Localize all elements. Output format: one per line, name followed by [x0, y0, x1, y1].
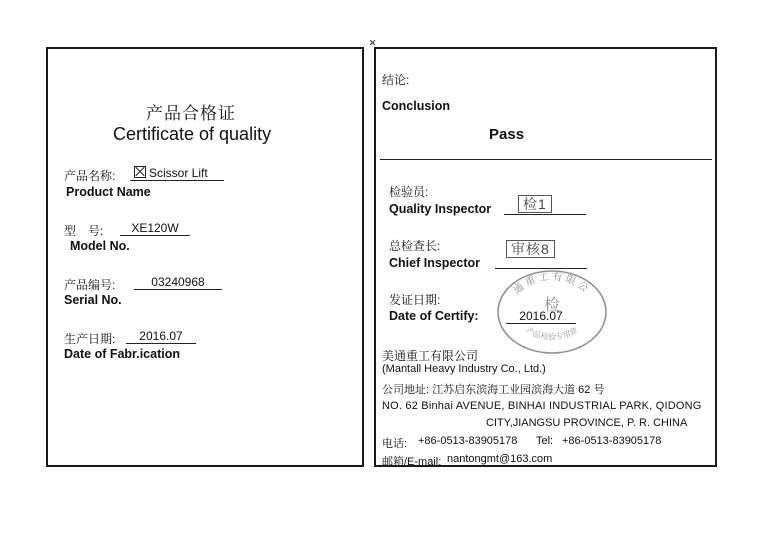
- chief-inspector-label-en: Chief Inspector: [389, 256, 480, 270]
- quality-inspector-label-cn: 检验员:: [389, 185, 429, 199]
- chief-inspector-label-cn: 总检查长:: [389, 239, 441, 253]
- quality-inspector-stamp: 检1: [518, 195, 552, 213]
- email-value: nantongmt@163.com: [447, 453, 553, 465]
- conclusion-value: Pass: [489, 126, 525, 143]
- company-name-cn: 美通重工有限公司: [382, 349, 479, 363]
- fabrication-value: 2016.07: [126, 329, 196, 344]
- corner-mark-icon: [370, 40, 375, 45]
- certificate-title-en: Certificate of quality: [113, 124, 272, 144]
- seal-top-text: 通重工有限公: [511, 271, 593, 297]
- certify-value: 2016.07: [506, 309, 576, 324]
- model-value: XE120W: [120, 221, 190, 236]
- quality-inspector-label-en: Quality Inspector: [389, 202, 492, 216]
- svg-text:通重工有限公: [511, 270, 592, 297]
- seal-center-text: 检: [543, 295, 561, 314]
- product-name-label-en: Product Name: [66, 185, 151, 199]
- company-address-cn: 公司地址: 江苏启东滨海工业园滨海大道 62 号: [382, 384, 605, 396]
- certify-label-en: Date of Certify:: [389, 309, 479, 323]
- certificate-title-cn: 产品合格证: [146, 104, 236, 123]
- product-name-value-wrap: [130, 166, 224, 181]
- email-label: 邮箱/E-mail:: [382, 456, 442, 468]
- company-address-en-1: NO. 62 Binhai AVENUE, BINHAI INDUSTRIAL PARK, QIDONG: [382, 400, 702, 412]
- serial-value: 03240968: [134, 275, 222, 290]
- svg-text:产品检验专用章: [524, 325, 579, 342]
- quality-inspector-line: [504, 214, 586, 215]
- fabrication-label-cn: 生产日期:: [64, 332, 116, 346]
- conclusion-divider: [380, 159, 712, 160]
- serial-label-cn: 产品编号:: [64, 278, 116, 292]
- company-address-en-2: CITY,JIANGSU PROVINCE, P. R. CHINA: [486, 417, 688, 429]
- model-label-en: Model No.: [70, 239, 130, 253]
- phone-value: +86-0513-83905178: [418, 435, 518, 447]
- product-name-label-cn: 产品名称:: [64, 169, 116, 183]
- conclusion-label-cn: 结论:: [382, 73, 410, 87]
- seal-bottom-text: 产品检验专用章: [524, 325, 580, 342]
- tel-value: +86-0513-83905178: [562, 435, 662, 447]
- certify-label-cn: 发证日期:: [389, 293, 441, 307]
- phone-label: 电话:: [382, 438, 408, 450]
- company-seal-icon: [494, 268, 610, 356]
- conclusion-label-en: Conclusion: [382, 99, 451, 113]
- serial-label-en: Serial No.: [64, 293, 122, 307]
- fabrication-label-en: Date of Fabr.ication: [64, 347, 180, 361]
- model-label-cn: 型 号:: [64, 224, 104, 238]
- company-name-en: (Mantall Heavy Industry Co., Ltd.): [382, 363, 546, 375]
- product-name-value: Scissor Lift: [149, 166, 208, 180]
- checkbox-crossed-icon: [134, 166, 146, 178]
- tel-label: Tel:: [536, 435, 554, 447]
- chief-inspector-stamp: 审核8: [506, 240, 555, 258]
